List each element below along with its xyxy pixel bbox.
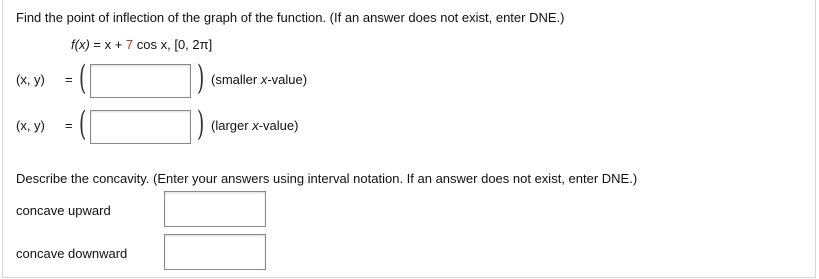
- open-paren-1: (: [79, 58, 87, 98]
- close-paren-1: ): [197, 58, 205, 98]
- point-label-1: [16, 72, 45, 87]
- point-equals-2: =: [65, 118, 73, 133]
- function-eq: = x +: [89, 37, 126, 52]
- close-paren-2: ): [197, 104, 205, 144]
- function-definition: [71, 37, 212, 52]
- inflection-point-larger-input[interactable]: [90, 110, 191, 144]
- inflection-point-smaller-input[interactable]: [90, 64, 191, 98]
- function-lhs: f(x): [71, 37, 90, 52]
- concavity-prompt: Describe the concavity. (Enter your answers using interval notation. If an answer does not exist, enter DNE.): [16, 171, 638, 186]
- point-xy-1: (x, y): [16, 72, 45, 87]
- larger-x-hint: (larger x-value): [211, 118, 299, 133]
- concave-downward-label: concave downward: [16, 246, 128, 261]
- open-paren-2: (: [79, 104, 87, 144]
- smaller-x-hint: (smaller x-value): [211, 72, 308, 87]
- concave-downward-input[interactable]: [164, 234, 266, 270]
- point-label-2: [16, 118, 45, 133]
- function-rest: cos x, [0, 2π]: [133, 37, 213, 52]
- inflection-prompt: Find the point of inflection of the graph of the function. (If an answer does not exist, enter DNE.): [16, 10, 565, 25]
- point-xy-2: (x, y): [16, 118, 45, 133]
- concave-upward-label: concave upward: [16, 203, 111, 218]
- concave-upward-input[interactable]: [164, 191, 266, 227]
- function-coefficient: 7: [125, 37, 134, 52]
- point-equals-1: =: [65, 72, 73, 87]
